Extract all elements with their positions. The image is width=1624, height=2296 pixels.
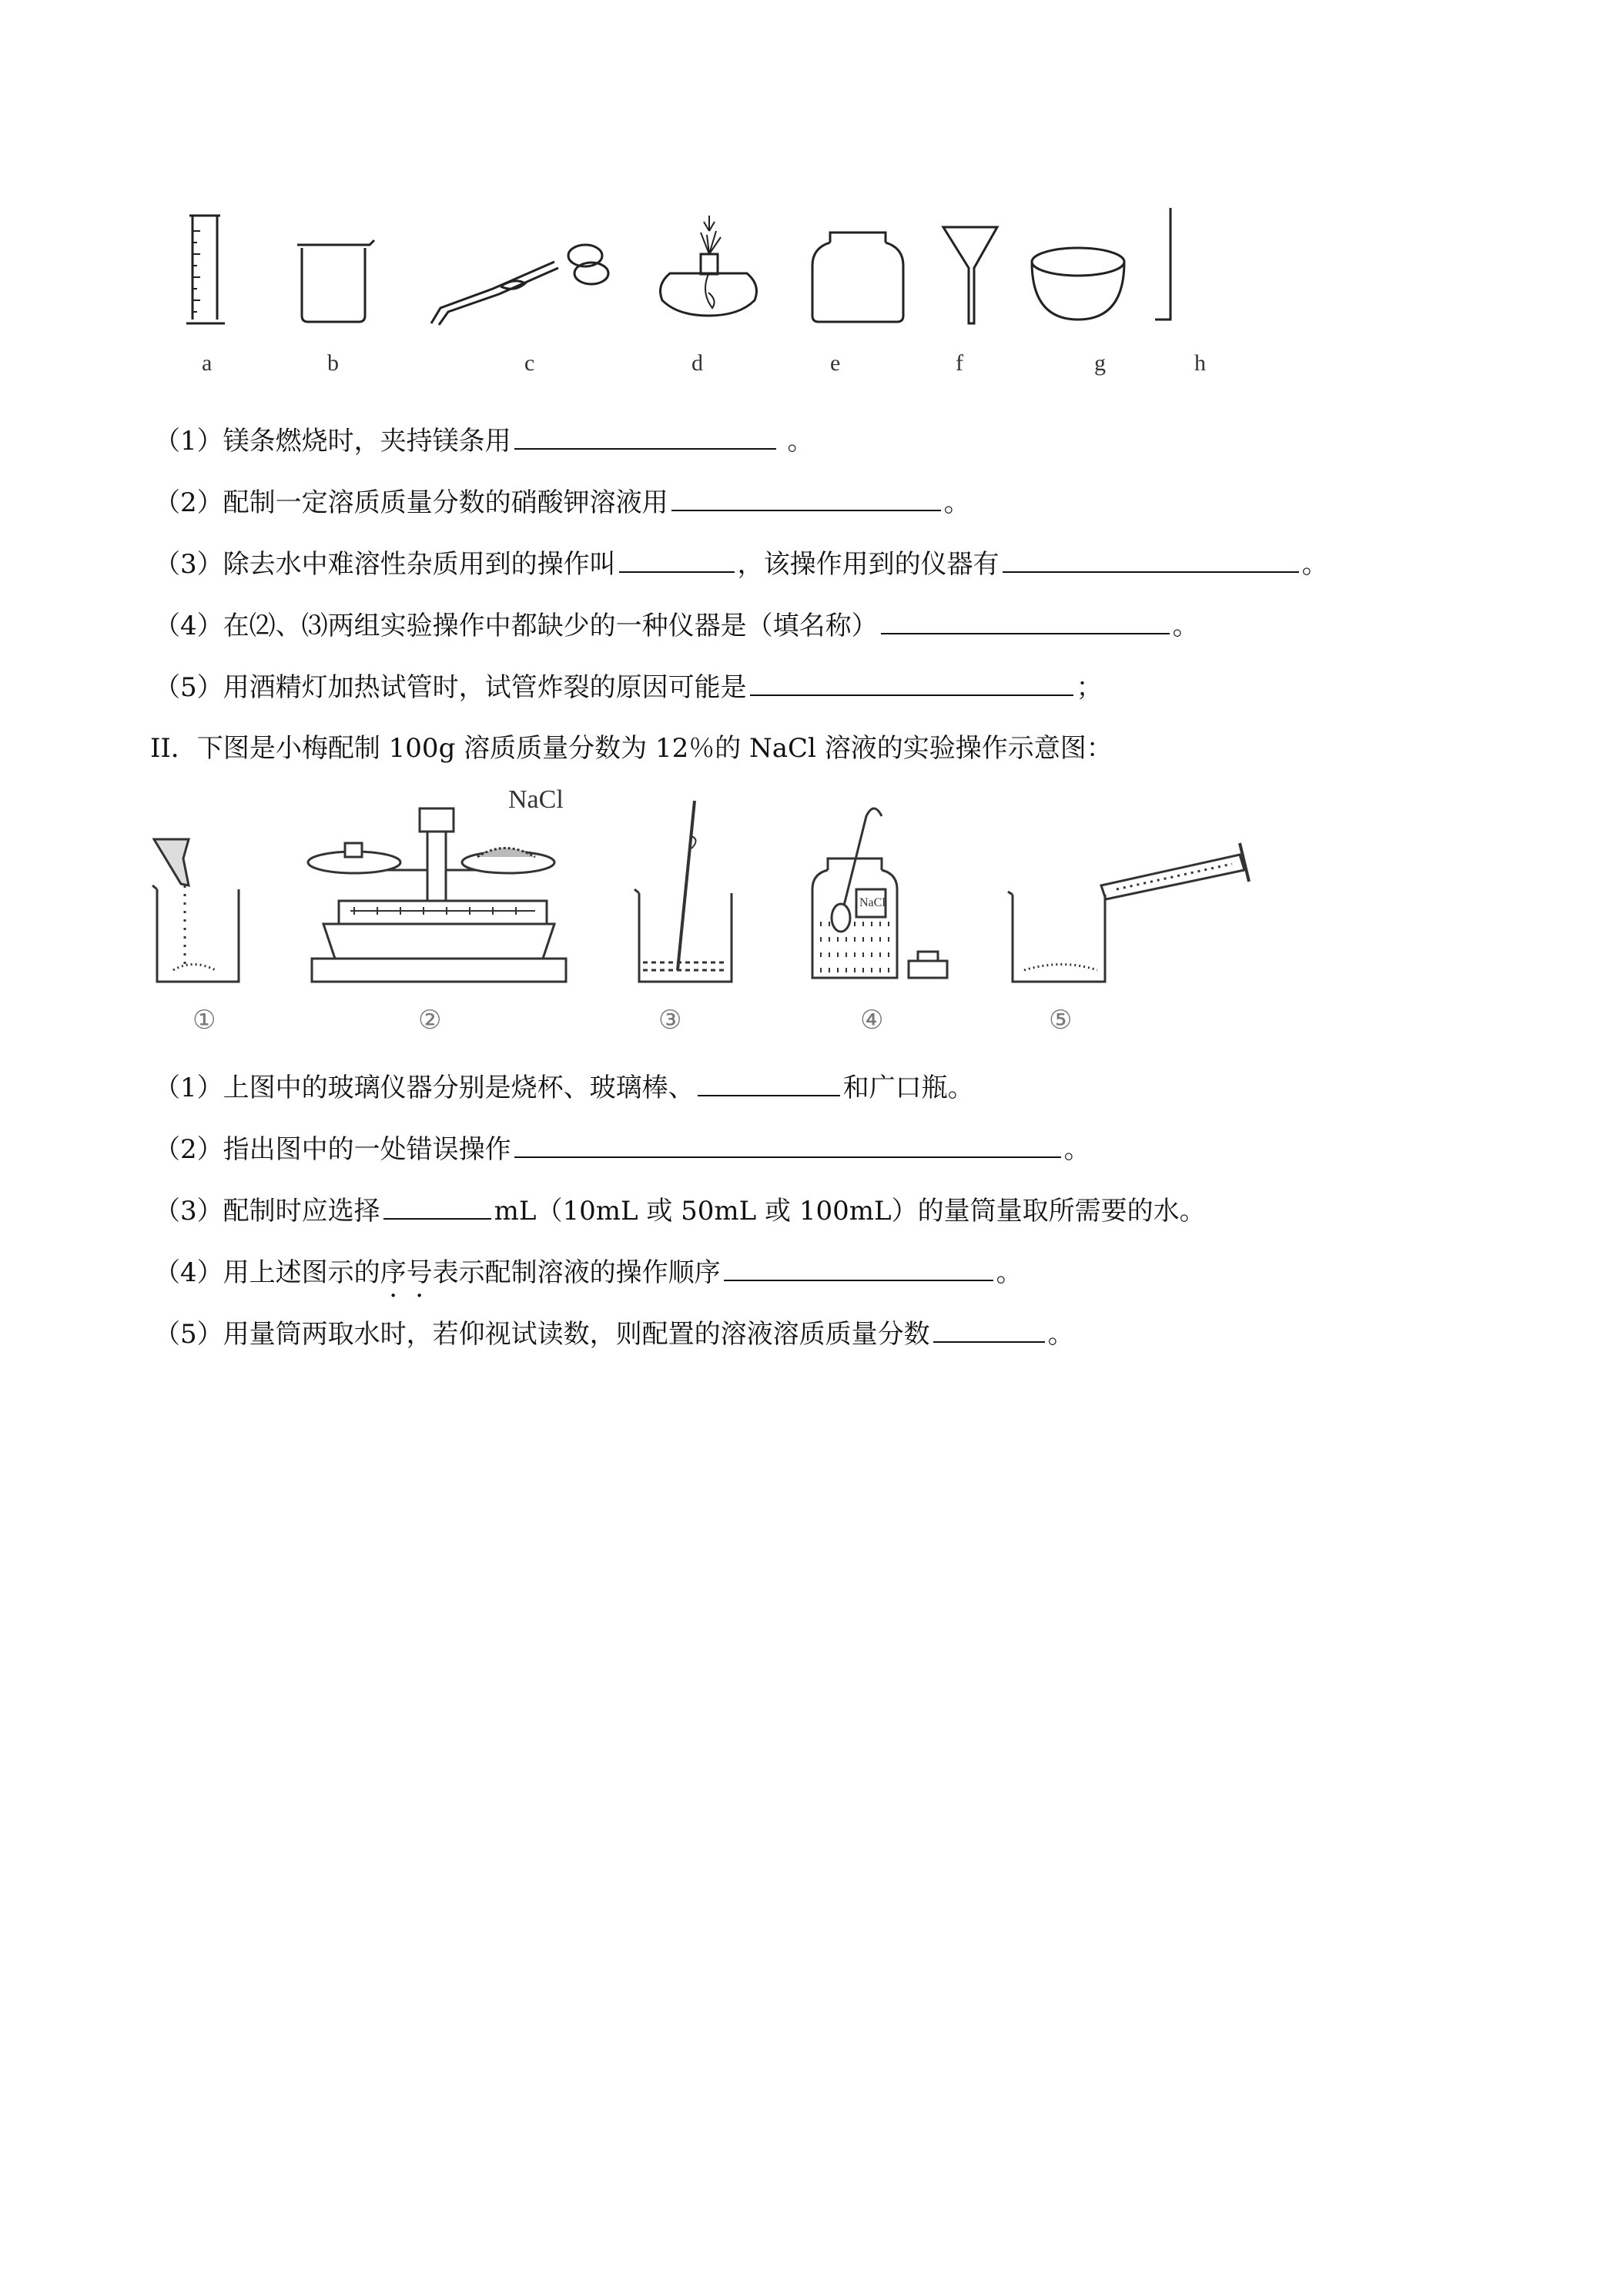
question-1-1: （1）镁条燃烧时，夹持镁条用 。 (154, 423, 813, 458)
procedure-figure (146, 785, 1286, 986)
crucible-tongs-icon (431, 245, 608, 325)
procedure-drawing (146, 785, 1286, 986)
question-1-5: （5）用酒精灯加热试管时，试管炸裂的原因可能是 ； (154, 670, 1103, 705)
question-2-2: （2）指出图中的一处错误操作 。 (154, 1132, 1090, 1166)
answer-blank[interactable] (671, 485, 941, 511)
answer-blank[interactable] (698, 1070, 840, 1096)
beaker-icon (297, 240, 374, 322)
glass-rod-icon (1155, 208, 1170, 320)
jar-label: NaCl (859, 896, 886, 909)
step-label-1: ① (193, 1006, 216, 1035)
answer-blank[interactable] (881, 608, 1170, 634)
step-label-3: ③ (658, 1006, 682, 1035)
apparatus-label-c: c (524, 350, 535, 376)
emphasis-char: 序 (380, 1257, 407, 1288)
step-label-5: ⑤ (1049, 1006, 1073, 1035)
emphasis-char: 号 (406, 1257, 433, 1288)
answer-blank[interactable] (933, 1317, 1045, 1343)
answer-blank[interactable] (724, 1255, 993, 1281)
apparatus-figure (169, 200, 1247, 331)
pouring-water-icon (1008, 843, 1249, 982)
question-2-4: （4）用上述图示的序号表示配制溶液的操作顺序 。 (154, 1255, 1023, 1290)
question-1-3: （3）除去水中难溶性杂质用到的操作叫 ，该操作用到的仪器有 。 (154, 547, 1328, 581)
evaporating-dish-icon (1032, 248, 1124, 320)
apparatus-label-b: b (327, 350, 339, 376)
question-1-4: （4）在⑵、⑶两组实验操作中都缺少的一种仪器是（填名称） 。 (154, 608, 1199, 643)
question-1-2: （2）配制一定溶质质量分数的硝酸钾溶液用 。 (154, 485, 970, 520)
step-label-4: ④ (860, 1006, 884, 1035)
answer-blank[interactable] (383, 1193, 491, 1220)
question-2-5: （5）用量筒两取水时，若仰视试读数，则配置的溶液溶质质量分数 。 (154, 1317, 1074, 1351)
stirring-beaker-icon (635, 801, 732, 982)
part2-heading: II．下图是小梅配制 100g 溶质质量分数为 12％的 NaCl 溶液的实验操作示意图： (150, 733, 1113, 764)
answer-blank-instruments[interactable] (1003, 547, 1299, 573)
nacl-label: NaCl (508, 785, 564, 814)
answer-blank[interactable] (514, 1132, 1061, 1158)
apparatus-label-g: g (1094, 350, 1106, 376)
graduated-cylinder-icon (186, 216, 225, 323)
answer-blank[interactable] (514, 423, 776, 450)
apparatus-label-d: d (691, 350, 703, 376)
question-2-1: （1）上图中的玻璃仪器分别是烧杯、玻璃棒、 和广口瓶。 (154, 1070, 974, 1105)
funnel-icon (943, 227, 997, 323)
wide-mouth-bottle-icon (812, 233, 903, 322)
apparatus-label-a: a (202, 350, 213, 376)
question-2-3: （3）配制时应选择 mL（10mL 或 50mL 或 100mL）的量筒量取所需要的水。 (154, 1193, 1206, 1228)
step-label-2: ② (418, 1006, 442, 1035)
balance-scale-icon (308, 808, 566, 982)
apparatus-label-h: h (1194, 350, 1206, 376)
apparatus-label-e: e (830, 350, 841, 376)
pouring-solid-icon (152, 839, 239, 982)
answer-blank[interactable] (750, 670, 1073, 696)
apparatus-drawing (169, 200, 1247, 331)
answer-blank-operation[interactable] (619, 547, 735, 573)
apparatus-label-f: f (956, 350, 963, 376)
reagent-jar-icon (812, 808, 947, 978)
alcohol-lamp-icon (661, 216, 757, 316)
